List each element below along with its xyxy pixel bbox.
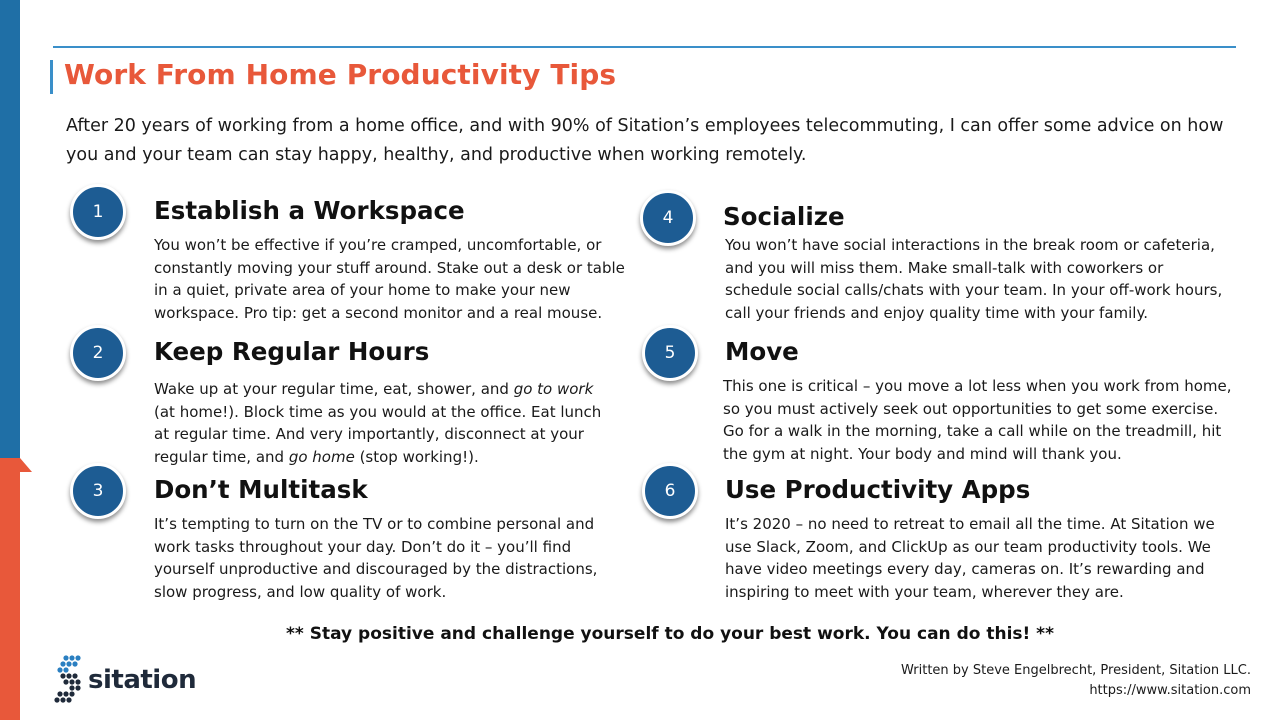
side-stripe-orange — [0, 458, 20, 720]
sitation-logo — [54, 655, 196, 705]
logo-wordmark: sitation — [88, 665, 197, 695]
emphasis-text: go to work — [513, 380, 594, 398]
tip-title: Keep Regular Hours — [154, 337, 430, 366]
tip-number-badge: 3 — [70, 463, 126, 519]
tip-title: Establish a Workspace — [154, 196, 465, 225]
tip-title: Move — [725, 337, 799, 366]
tip-number-badge: 5 — [642, 325, 698, 381]
tip-body: Wake up at your regular time, eat, shower, and go to work (at home!). Block time as you would at the office. Eat lunch at regular time. And very importantly, disconnect at your regular time, and go home (stop working!). — [154, 380, 602, 466]
tip-number-badge: 6 — [642, 463, 698, 519]
credit-author: Written by Steve Engelbrecht, President, Sitation LLC. — [901, 663, 1251, 678]
title-accent-bar — [50, 60, 53, 94]
author-credit — [901, 661, 1251, 701]
emphasis-text: go home — [288, 447, 355, 466]
tip-body: This one is critical – you move a lot less when you work from home, so you must actively seek out opportunities to get some exercise. Go for a walk in the morning, take a call while on the treadmill, hit the gym at night. Your body and mind will thank you. — [723, 377, 1232, 463]
tip-title: Use Productivity Apps — [725, 475, 1031, 504]
tip-number-badge: 1 — [70, 184, 126, 240]
side-stripe-notch — [20, 458, 32, 472]
tip-body: It’s 2020 – no need to retreat to email all the time. At Sitation we use Slack, Zoom, and ClickUp as our team productivity tools. We have video meetings every day, cameras on. It’s rewarding and inspiring to meet with your team, wherever they are. — [725, 515, 1215, 601]
closing-message: ** Stay positive and challenge yourself to do your best work. You can do this! ** — [286, 624, 1054, 644]
tip-title: Don’t Multitask — [154, 475, 368, 504]
top-divider — [53, 46, 1236, 48]
tip-body: You won’t be effective if you’re cramped, uncomfortable, or constantly moving your stuff around. Stake out a desk or table in a quiet, private area of your home to make your new workspace. Pro tip: get a second monitor and a real mouse. — [154, 236, 625, 322]
tip-body: It’s tempting to turn on the TV or to combine personal and work tasks throughout your day. Don’t do it – you’ll find yourself unproductive and discouraged by the distractions, slow progress, and low quality of work. — [154, 515, 598, 601]
tip-number-badge: 2 — [70, 325, 126, 381]
tip-body: You won’t have social interactions in the break room or cafeteria, and you will miss them. Make small-talk with coworkers or schedule social calls/chats with your team. In your off-work hours, call your friends and enjoy quality time with your family. — [725, 236, 1223, 322]
page-title: Work From Home Productivity Tips — [64, 58, 617, 91]
tip-number-badge: 4 — [640, 190, 696, 246]
intro-paragraph: After 20 years of working from a home office, and with 90% of Sitation’s employees telecommuting, I can offer some advice on how you and your team can stay happy, healthy, and productive when working remotely. — [66, 116, 1224, 165]
credit-url: https://www.sitation.com — [1089, 683, 1251, 698]
sitation-logo-icon — [54, 655, 84, 705]
side-stripe-blue — [0, 0, 20, 458]
tip-title: Socialize — [723, 202, 845, 231]
